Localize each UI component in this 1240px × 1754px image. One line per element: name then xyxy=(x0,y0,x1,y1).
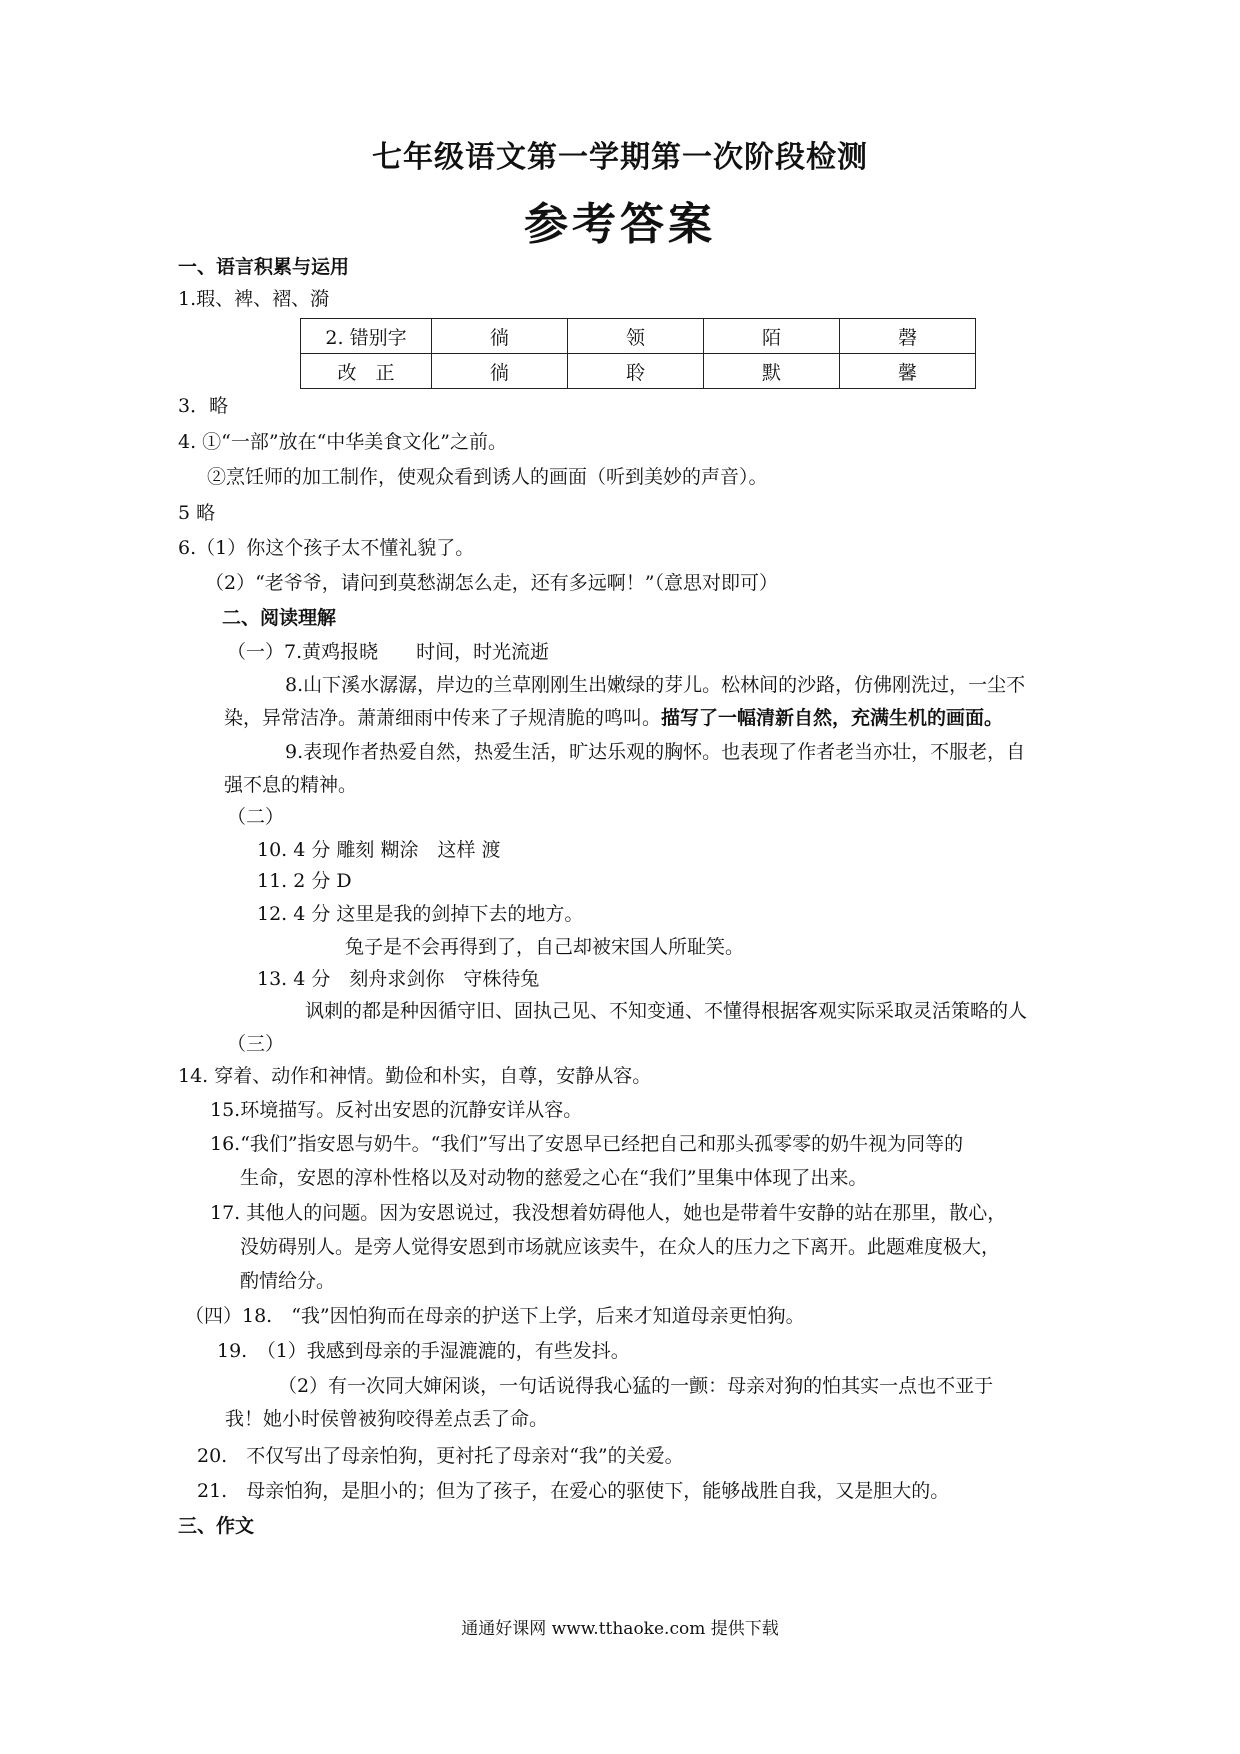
answer-q16-line2: 生命，安恩的淳朴性格以及对动物的慈爱之心在“我们”里集中体现了出来。 xyxy=(240,1167,868,1189)
answer-q13-line2: 讽刺的都是种因循守旧、固执己见、不知变通、不懂得根据客观实际采取灵活策略的人 xyxy=(305,1000,1028,1022)
answer-q6-part2: （2）“老爷爷，请问到莫愁湖怎么走，还有多远啊！”（意思对即可） xyxy=(205,572,779,594)
answer-q18: （四）18. “我”因怕狗而在母亲的护送下上学，后来才知道母亲更怕狗。 xyxy=(185,1305,805,1327)
answer-q21: 21. 母亲怕狗，是胆小的；但为了孩子，在爱心的驱使下，能够战胜自我，又是胆大的。 xyxy=(197,1480,950,1502)
answer-q5: 5 略 xyxy=(178,502,216,524)
section-heading-3: 三、作文 xyxy=(178,1515,255,1537)
answer-q17-line1: 17. 其他人的问题。因为安恩说过，我没想着妨碍他人，她也是带着牛安静的站在那里，散心， xyxy=(210,1202,1007,1224)
answer-q17-line2: 没妨碍别人。是旁人觉得安恩到市场就应该卖牛，在众人的压力之下离开。此题难度极大， xyxy=(240,1236,1001,1258)
table-cell: 徜 xyxy=(432,354,568,389)
answer-q6-part1: 6.（1）你这个孩子太不懂礼貌了。 xyxy=(178,537,475,559)
answer-q3: 3．略 xyxy=(178,395,229,417)
table-cell: 磬 xyxy=(840,319,976,354)
answer-q20: 20. 不仅写出了母亲怕狗，更衬托了母亲对“我”的关爱。 xyxy=(197,1445,684,1467)
answer-q19-line3: 我！她小时侯曾被狗咬得差点丢了命。 xyxy=(225,1408,549,1430)
page-footer: 通通好课网 www.tthaoke.com 提供下载 xyxy=(461,1619,779,1639)
answer-q13-line1: 13. 4 分 刻舟求剑你 守株待兔 xyxy=(257,968,540,990)
answer-q14: 14. 穿着、动作和神情。勤俭和朴实，自尊，安静从容。 xyxy=(178,1065,652,1087)
table-cell: 改 正 xyxy=(301,354,432,389)
answer-q4-part2: ②烹饪师的加工制作，使观众看到诱人的画面（听到美妙的声音）。 xyxy=(207,466,768,488)
answer-q7: （一）7.黄鸡报晓 时间，时光流逝 xyxy=(227,641,550,663)
answer-q17-line3: 酌情给分。 xyxy=(240,1270,336,1292)
answer-q12-line1: 12. 4 分 这里是我的剑掉下去的地方。 xyxy=(257,903,584,925)
table-row xyxy=(301,354,976,389)
answer-q8-line1: 8.山下溪水潺潺，岸边的兰草刚刚生出嫩绿的芽儿。松林间的沙路，仿佛刚洗过，一尘不 xyxy=(285,674,1026,696)
answer-q9-line1: 9.表现作者热爱自然，热爱生活，旷达乐观的胸怀。也表现了作者老当亦壮，不服老，自 xyxy=(285,741,1026,763)
answer-q19-line1: 19. （1）我感到母亲的手湿漉漉的，有些发抖。 xyxy=(217,1340,630,1362)
table-cell: 聆 xyxy=(568,354,704,389)
section-heading-2: 二、阅读理解 xyxy=(222,607,337,629)
page-title: 七年级语文第一学期第一次阶段检测 xyxy=(372,140,868,175)
passage-2-label: （二） xyxy=(227,806,285,828)
answer-q8-summary: 描写了一幅清新自然，充满生机的画面。 xyxy=(661,707,1004,729)
table-row xyxy=(301,319,976,354)
table-cell: 默 xyxy=(704,354,840,389)
answer-q10: 10. 4 分 雕刻 糊涂 这样 渡 xyxy=(257,839,501,861)
page-subtitle: 参考答案 xyxy=(524,199,716,250)
table-cell: 2. 错别字 xyxy=(301,319,432,354)
answer-q1: 1.瑕、裨、褶、漪 xyxy=(178,288,330,310)
answer-q19-line2: （2）有一次同大婶闲谈，一句话说得我心猛的一颤：母亲对狗的怕其实一点也不亚于 xyxy=(278,1375,994,1397)
answer-q4-part1: 4. ①“一部”放在“中华美食文化”之前。 xyxy=(178,431,508,453)
answer-q11: 11. 2 分 D xyxy=(257,870,352,892)
table-cell: 馨 xyxy=(840,354,976,389)
answer-q15: 15.环境描写。反衬出安恩的沉静安详从容。 xyxy=(210,1099,583,1121)
passage-3-label: （三） xyxy=(227,1033,285,1055)
answer-q12-line2: 兔子是不会再得到了，自己却被宋国人所耻笑。 xyxy=(345,936,745,958)
table-cell: 领 xyxy=(568,319,704,354)
answer-q9-line2: 强不息的精神。 xyxy=(224,774,358,796)
table-cell: 陌 xyxy=(704,319,840,354)
answer-q8-text: 染，异常洁净。萧萧细雨中传来了子规清脆的鸣叫。 xyxy=(224,707,662,729)
answer-q16-line1: 16.“我们”指安恩与奶牛。“我们”写出了安恩早已经把自己和那头孤零零的奶牛视为同等的 xyxy=(210,1133,964,1155)
section-heading-1: 一、语言积累与运用 xyxy=(178,256,350,278)
typo-correction-table xyxy=(300,318,976,389)
table-cell: 徜 xyxy=(432,319,568,354)
answer-q8-line2 xyxy=(224,706,1003,730)
